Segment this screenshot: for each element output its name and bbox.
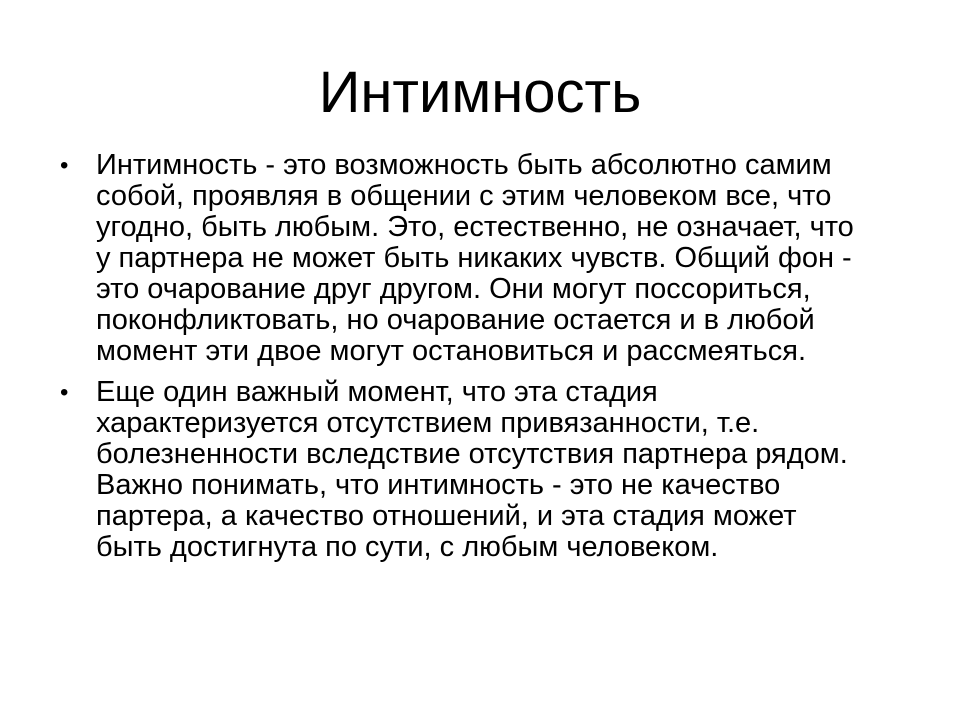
- bullet-dot-icon: •: [60, 152, 69, 179]
- bullet-dot-icon: •: [60, 379, 69, 406]
- bullet-list: [60, 150, 860, 573]
- slide-title: Интимность: [318, 60, 642, 125]
- bullet-text: Еще один важный момент, что эта стадия характеризуется отсутствием привязанности, т.е. болезненности вследствие отсутствия партнера рядом. Важно понимать, что интимность - это не качество партера, а качество отношений, и эта стадия может быть достигнута по сути, с любым человеком.: [96, 376, 848, 563]
- bullet-text: Интимность - это возможность быть абсолютно самим собой, проявляя в общении с этим человеком все, что угодно, быть любым. Это, естественно, не означает, что у партнера не может быть никаких чувств. Общий фон - это очарование друг другом. Они могут поссориться, поконфликтовать, но очарование остается и в любой момент эти двое могут остановиться и рассмеяться.: [96, 149, 854, 367]
- bullet-item: [60, 377, 860, 563]
- bullet-item: [60, 150, 860, 367]
